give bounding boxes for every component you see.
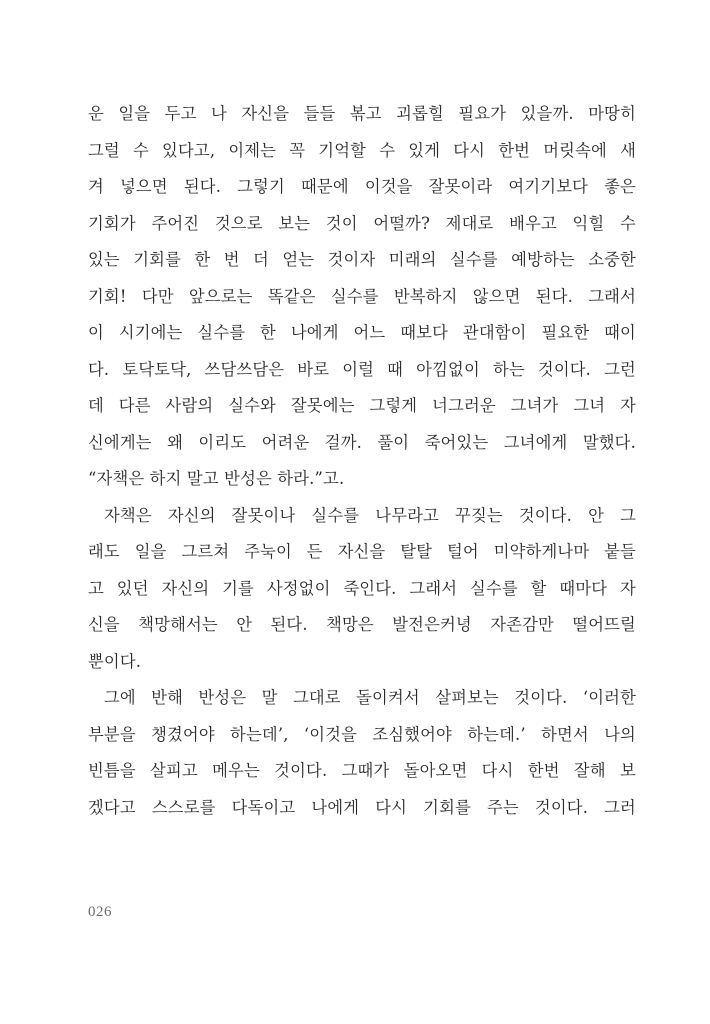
text-line: 이 시기에는 실수를 한 나에게 어느 때보다 관대함이 필요한 때이 — [88, 323, 636, 342]
text-line: 신을 책망해서는 안 된다. 책망은 발전은커녕 자존감만 떨어뜨릴 — [88, 615, 636, 634]
text-line: 기회가 주어진 것으로 보는 것이 어떨까? 제대로 배우고 익힐 수 — [88, 213, 636, 233]
text-line: 그럴 수 있다고, 이제는 꼭 기억할 수 있게 다시 한번 머릿속에 새 — [88, 140, 636, 160]
text-line: 뿐이다. — [88, 651, 142, 671]
text-line: 고 있던 자신의 기를 사정없이 죽인다. 그래서 실수를 할 때마다 자 — [88, 578, 636, 598]
text-line: 운 일을 두고 나 자신을 들들 볶고 괴롭힐 필요가 있을까. 마땅히 — [88, 104, 636, 123]
text-line: 그에 반해 반성은 말 그대로 돌이켜서 살펴보는 것이다. ‘이러한 — [104, 688, 636, 707]
text-line: 래도 일을 그르쳐 주눅이 든 자신을 탈탈 털어 미약하게나마 붙들 — [88, 542, 636, 561]
page-number: 026 — [88, 904, 112, 920]
paragraph-3 — [88, 680, 636, 826]
text-line: 자책은 자신의 잘못이나 실수를 나무라고 꾸짖는 것이다. 안 그 — [104, 505, 636, 525]
text-line: 부분을 챙겼어야 하는데’, ‘이것을 조심했어야 하는데.’ 하면서 나의 — [88, 724, 636, 744]
text-line: 다. 토닥토닥, 쓰담쓰담은 바로 이럴 때 아낌없이 하는 것이다. 그런 — [88, 359, 636, 379]
paragraph-2 — [88, 498, 636, 681]
text-line: 데 다른 사람의 실수와 잘못에는 그렇게 너그러운 그녀가 그녀 자 — [88, 396, 636, 415]
text-line: 겠다고 스스로를 다독이고 나에게 다시 기회를 주는 것이다. 그러 — [88, 797, 636, 817]
text-line: 빈틈을 살피고 메우는 것이다. 그때가 돌아오면 다시 한번 잘해 보 — [88, 761, 636, 780]
text-line: “자책은 하지 말고 반성은 하라.”고. — [88, 469, 345, 488]
text-line: 신에게는 왜 이리도 어려운 걸까. 풀이 죽어있는 그녀에게 말했다. — [88, 432, 636, 452]
text-line: 겨 넣으면 된다. 그렇기 때문에 이것을 잘못이라 여기기보다 좋은 — [88, 177, 636, 196]
body-text — [88, 96, 636, 826]
text-line: 기회! 다만 앞으로는 똑같은 실수를 반복하지 않으면 된다. 그래서 — [88, 286, 636, 306]
paragraph-1 — [88, 96, 636, 498]
text-line: 있는 기회를 한 번 더 얻는 것이자 미래의 실수를 예방하는 소중한 — [88, 250, 636, 269]
